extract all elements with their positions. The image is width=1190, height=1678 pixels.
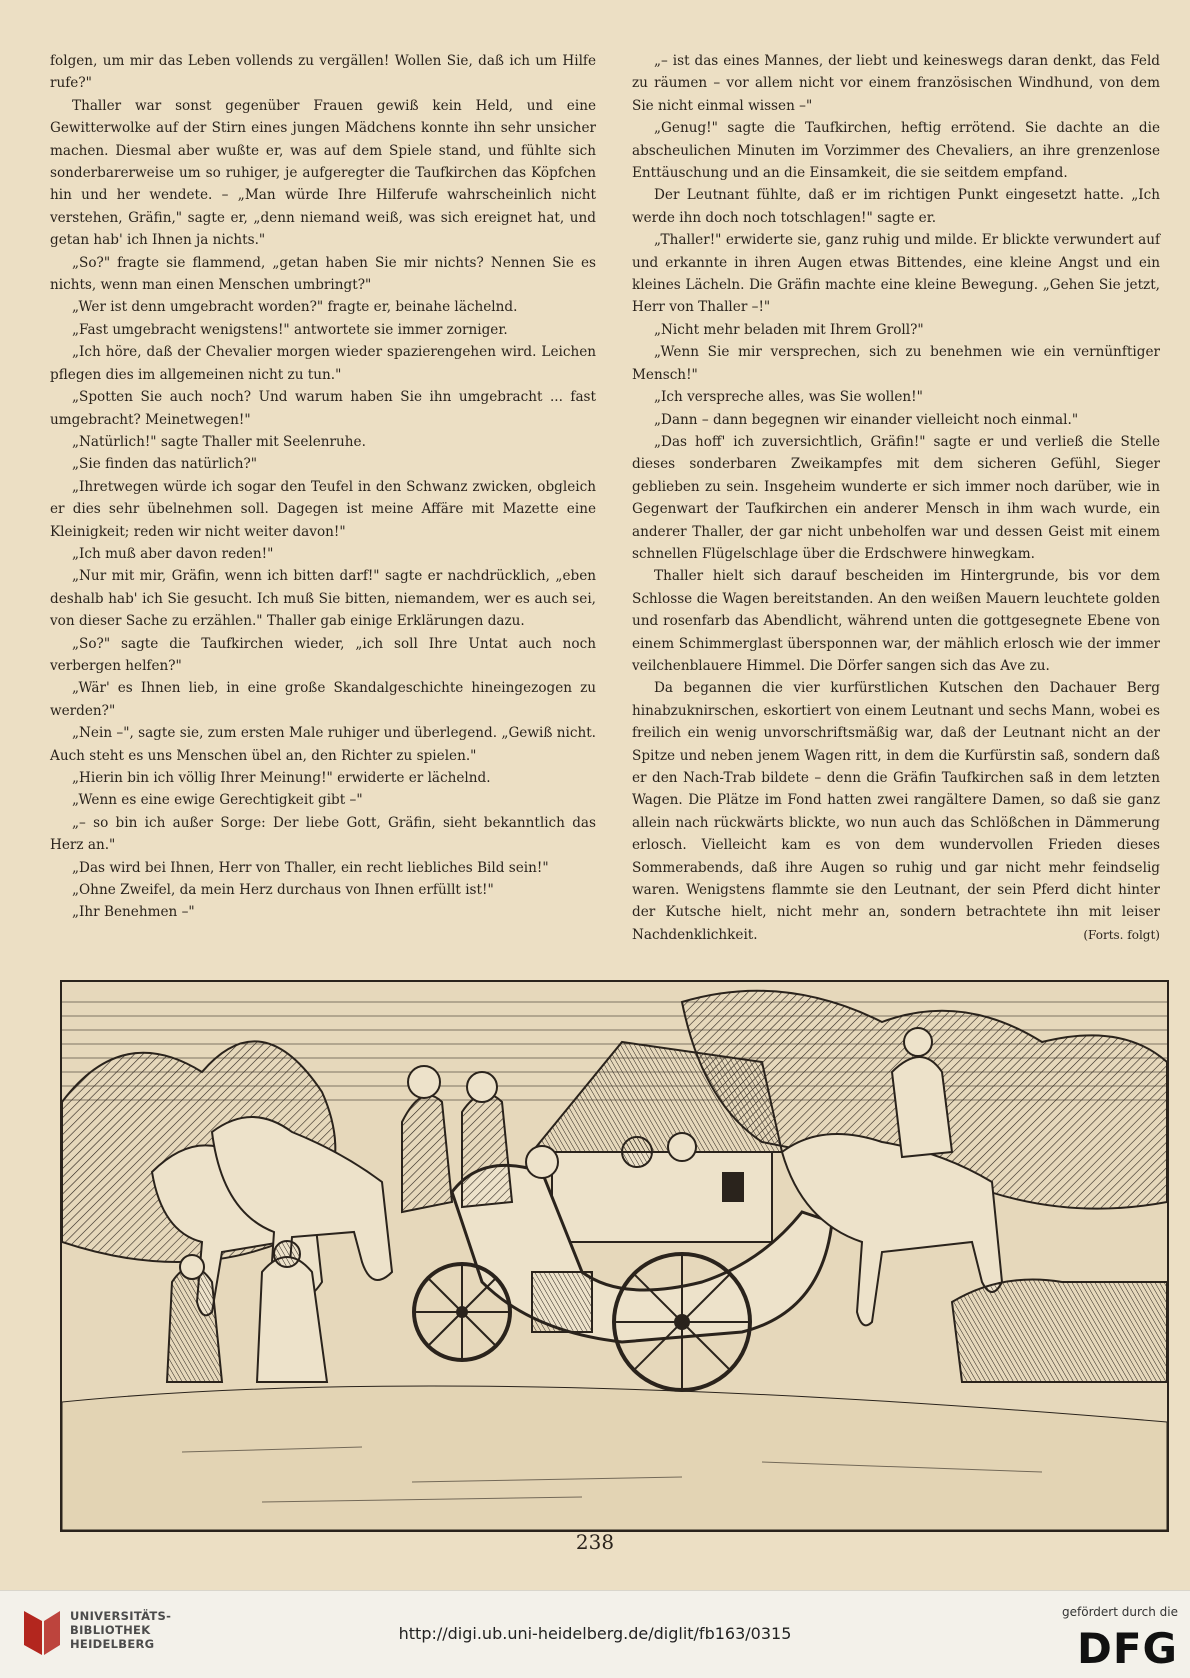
paragraph: „Dann – dann begegnen wir einander vielleicht noch einmal."	[654, 411, 1079, 428]
university-seal-icon	[20, 1607, 64, 1659]
paragraph: „Wer ist denn umgebracht worden?" fragte er, beinahe lächelnd.	[72, 299, 518, 316]
paragraph: „So?" fragte sie flammend, „getan haben Sie mir nichts? Nennen Sie es nichts, wenn man einen Menschen umbringt?"	[50, 254, 596, 294]
paragraph: „Ich muß aber davon reden!"	[72, 545, 274, 562]
paragraph: „Wenn es eine ewige Gerechtigkeit gibt –"	[72, 792, 363, 809]
paragraph: „Ich höre, daß der Chevalier morgen wieder spazierengehen wird. Leichen pflegen dies im allgemeinen nicht zu tun."	[50, 344, 596, 383]
paragraph: „So?" sagte die Taufkirchen wieder, „ich soll Ihre Untat auch noch verbergen helfen?"	[50, 635, 596, 674]
paragraph: „Ihr Benehmen –"	[72, 904, 195, 921]
paragraph: „Hierin bin ich völlig Ihrer Meinung!" erwiderte er lächelnd.	[72, 770, 491, 786]
paragraph: „Wär' es Ihnen lieb, in eine große Skandalgeschichte hineingezogen zu werden?"	[50, 680, 596, 719]
paragraph: „Thaller!" erwiderte sie, ganz ruhig und milde. Er blickte verwundert auf und erkannte in ihren Augen etwas Bittendes, eine kleine Angst und ein kleines Lächeln. Die Gräfin machte eine kleine Bewegung. „Gehen Sie jetzt, Herr von Thaller –!"	[632, 232, 1160, 316]
paragraph: Der Leutnant fühlte, daß er im richtigen Punkt eingesetzt hatte. „Ich werde ihn doch noch totschlagen!" sagte er.	[632, 187, 1160, 226]
illustration-drawing	[62, 982, 1167, 1530]
paragraph: „– ist das eines Mannes, der liebt und keineswegs daran denkt, das Feld zu räumen – vor allem nicht vor einem französischen Windhund, von dem Sie nicht einmal wissen –"	[632, 53, 1160, 114]
text-column-right	[632, 50, 1160, 946]
paragraph: „Das hoff' ich zuversichtlich, Gräfin!" sagte er und verließ die Stelle dieses sonderbaren Zweikampfes mit dem sicheren Gefühl, Sieger geblieben zu sein. Insgeheim wunderte er sich immer noch darüber, wie in Gegenwart der Taufkirchen ein anderer Mensch in ihm wach wurde, ein anderer Thaller, der gar nicht unbeholfen war und dessen Geist mit einem schnellen Flügelschlage über die Erdschwere hinwegkam.	[632, 433, 1160, 562]
paragraph: „– so bin ich außer Sorge: Der liebe Gott, Gräfin, sieht bekanntlich das Herz an."	[50, 814, 596, 854]
paragraph-text: Da begannen die vier kurfürstlichen Kutschen den Dachauer Berg hinabzuknirschen, eskortiert von einem Leutnant und sechs Mann, wobei es freilich ein wenig unvorschriftsmäßig war, daß der Leutnant nicht an der Spitze und neben jenem Wagen ritt, in dem die Kurfürstin saß, sondern daß er den Nach-Trab bildete – denn die Gräfin Taufkirchen saß in dem letzten Wagen. Die Plätze im Fond hatten zwei rangältere Damen, so daß sie ganz allein nach rückwärts blickte, wo nun auch das Schlößchen in Dämmerung erlosch. Vielleicht kam es von dem wundervollen Frieden dieses Sommerabends, daß ihre Augen so ruhig und gar nicht mehr feindselig waren. Wenigstens flammte sie den Leutnant, der sein Pferd dicht hinter der Kutsche hielt, nicht mehr an, sondern betrachtete ihn mit leiser Nachdenklichkeit.	[632, 680, 1160, 943]
permalink-url[interactable]: http://digi.ub.uni-heidelberg.de/diglit/fb163/0315	[398, 1624, 792, 1643]
paragraph: „Das wird bei Ihnen, Herr von Thaller, ein recht liebliches Bild sein!"	[72, 859, 549, 876]
paragraph	[632, 677, 1160, 946]
paragraph: „Natürlich!" sagte Thaller mit Seelenruhe.	[72, 433, 366, 450]
paragraph: „Spotten Sie auch noch? Und warum haben Sie ihn umgebracht ... fast umgebracht? Meinetwegen!"	[50, 389, 596, 428]
funded-by-label: gefördert durch die	[1062, 1605, 1178, 1619]
paragraph: „Nur mit mir, Gräfin, wenn ich bitten darf!" sagte er nachdrücklich, „eben deshalb hab' ich Sie gesucht. Ich muß Sie bitten, niemandem, wer es auch sei, von dieser Sache zu erzählen." Thaller gab einige Erklärungen dazu.	[50, 568, 596, 630]
viewer-footer	[0, 1590, 1190, 1678]
paragraph: folgen, um mir das Leben vollends zu vergällen! Wollen Sie, daß ich um Hilfe rufe?"	[50, 53, 596, 92]
library-name	[70, 1609, 171, 1651]
carriage-illustration	[60, 980, 1169, 1532]
library-name-line: HEIDELBERG	[70, 1637, 155, 1651]
paragraph: Thaller hielt sich darauf bescheiden im Hintergrunde, bis vor dem Schlosse die Wagen bereitstanden. An den weißen Mauern leuchtete golden und rosenfarb das Abendlicht, während unten die gottgesegnete Ebene von einem Schimmerglast übersponnen war, der mählich erlosch wie der immer veilchenblauere Himmel. Die Dörfer sangen sich das Ave zu.	[632, 568, 1160, 674]
paragraph: „Ohne Zweifel, da mein Herz durchaus von Ihnen erfüllt ist!"	[72, 882, 494, 899]
paragraph: „Nein –", sagte sie, zum ersten Male ruhiger und überlegend. „Gewiß nicht. Auch steht es uns Menschen übel an, den Richter zu spielen."	[50, 725, 596, 764]
text-column-left	[50, 50, 596, 924]
continuation-note: (Forts. folgt)	[1083, 927, 1160, 942]
paragraph: „Ihretwegen würde ich sogar den Teufel in den Schwanz zwicken, obgleich er dies sehr übelnehmen soll. Dagegen ist meine Affäre mit Mazette eine Kleinigkeit; reden wir nicht weiter davon!"	[50, 478, 596, 540]
paragraph: „Genug!" sagte die Taufkirchen, heftig errötend. Sie dachte an die abscheulichen Minuten im Vorzimmer des Chevaliers, an ihre grenzenlose Enttäuschung und an die Einsamkeit, die sie seitdem empfand.	[632, 120, 1160, 182]
paragraph: „Fast umgebracht wenigstens!" antwortete sie immer zorniger.	[72, 321, 508, 338]
page-number: 238	[575, 1530, 615, 1554]
library-name-line: BIBLIOTHEK	[70, 1623, 151, 1637]
paragraph: „Sie finden das natürlich?"	[72, 456, 257, 473]
paragraph: „Nicht mehr beladen mit Ihrem Groll?"	[654, 321, 924, 338]
dfg-logo[interactable]: DFG	[1076, 1624, 1178, 1673]
paragraph: „Wenn Sie mir versprechen, sich zu benehmen wie ein vernünftiger Mensch!"	[632, 344, 1160, 383]
paragraph: „Ich verspreche alles, was Sie wollen!"	[654, 389, 923, 406]
library-name-line: UNIVERSITÄTS-	[70, 1609, 172, 1623]
paragraph: Thaller war sonst gegenüber Frauen gewiß kein Held, und eine Gewitterwolke auf der Stirn eines jungen Mädchens konnte ihn sehr unsicher machen. Diesmal aber wußte er, was auf dem Spiele stand, und fühlte sich sonderbarerweise um so ruhiger, je aufgeregter die Taufkirchen das Köpfchen hin und her wendete. – „Man würde Ihre Hilferufe wahrscheinlich nicht verstehen, Gräfin," sagte er, „denn niemand weiß, was sich ereignet hat, und getan hab' ich Ihnen ja nichts."	[50, 97, 596, 249]
